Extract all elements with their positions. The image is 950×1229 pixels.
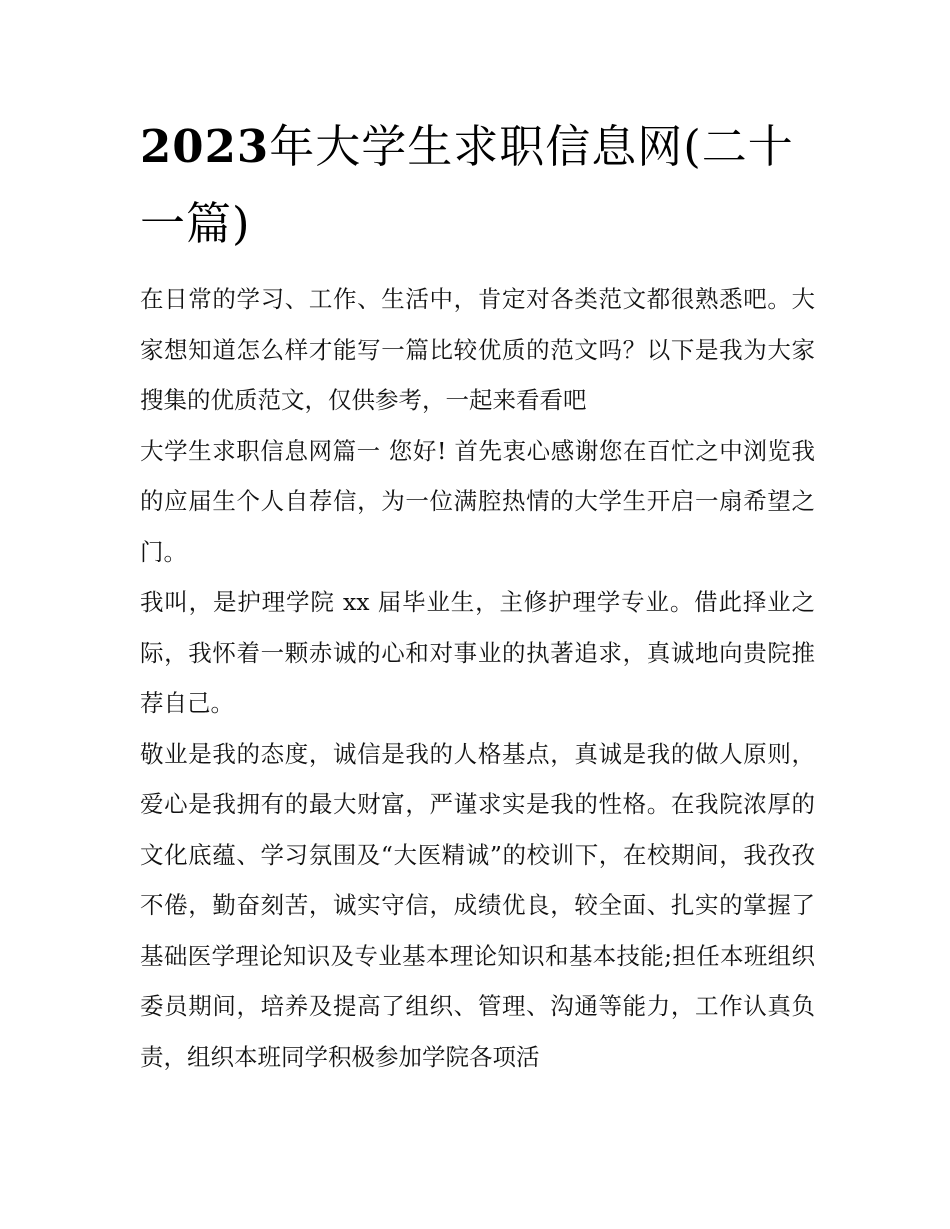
paragraph-greeting: 大学生求职信息网篇一 您好! 首先衷心感谢您在百忙之中浏览我的应届生个人自荐信，为一位满腔热情的大学生开启一扇希望之门。 bbox=[140, 436, 815, 566]
paragraph-intro: 在日常的学习、工作、生活中，肯定对各类范文都很熟悉吧。大家想知道怎么样才能写一篇比较优质的范文吗？以下是我为大家搜集的优质范文，仅供参考，一起来看看吧 bbox=[140, 285, 815, 414]
paragraph-character: 敬业是我的态度，诚信是我的人格基点，真诚是我的做人原则，爱心是我拥有的最大财富，严谨求实是我的性格。在我院浓厚的文化底蕴、学习氛围及“大医精诚”的校训下，在校期间，我孜孜不倦，勤奋刻苦，诚实守信，成绩优良，较全面、扎实的掌握了基础医学理论知识及专业基本理论知识和基本技能;担任本班组织委员期间，培养及提高了组织、管理、沟通等能力，工作认真负责，组织本班同学积极参加学院各项活 bbox=[140, 739, 815, 1071]
title-text: 年大学生求职信息网(二十一篇) bbox=[140, 120, 794, 250]
document-body bbox=[140, 108, 815, 1082]
title-year: 2023 bbox=[140, 120, 270, 173]
document-title bbox=[140, 108, 815, 262]
paragraph-self-intro: 我叫，是护理学院 xx 届毕业生，主修护理学专业。借此择业之际，我怀着一颗赤诚的心和对事业的执著追求，真诚地向贵院推荐自己。 bbox=[140, 588, 815, 717]
